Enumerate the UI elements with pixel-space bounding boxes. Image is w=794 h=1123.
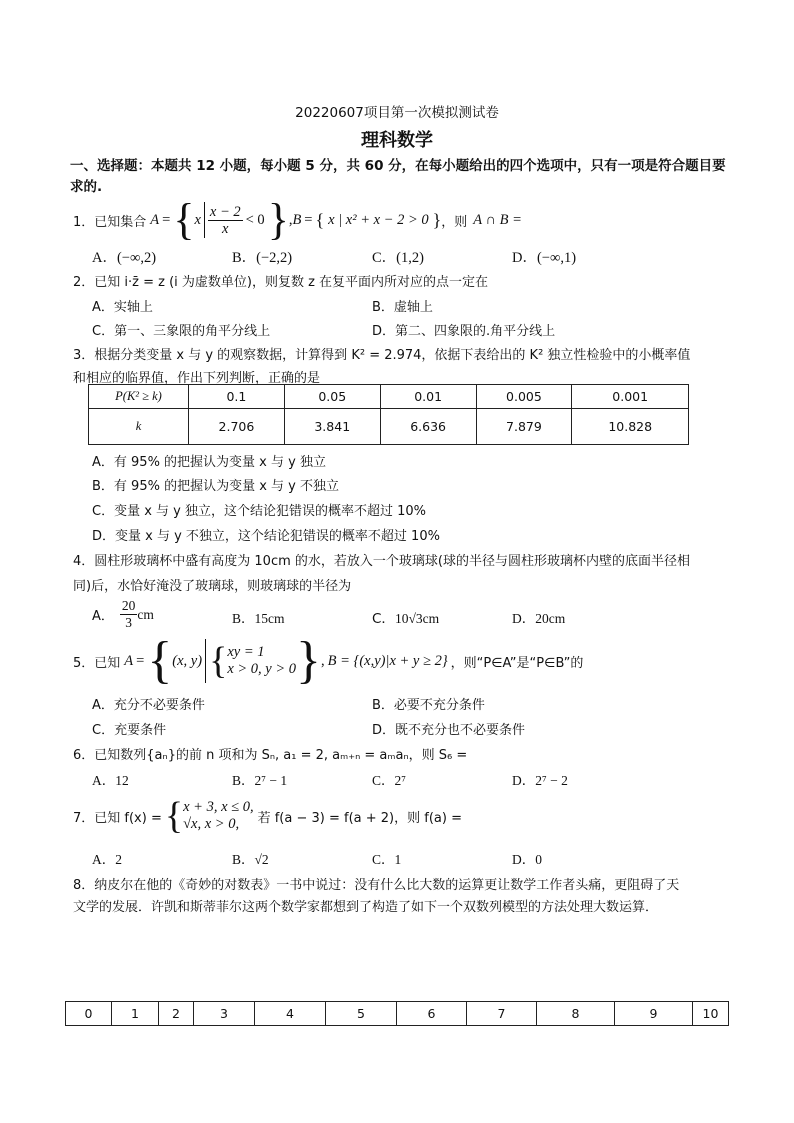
q3-option-d: D．变量 x 与 y 不独立，这个结论犯错误的概率不超过 10% <box>92 529 440 544</box>
question-4-line2: 同)后，水恰好淹没了玻璃球，则玻璃球的半径为 <box>73 579 352 594</box>
q1-option-b: B．(−2,2) <box>232 250 293 266</box>
table-cell: 7.879 <box>476 409 572 445</box>
q4-option-a: A． $\frac{20}{3}$ cm <box>92 598 154 630</box>
sequence-cell: 9 <box>615 1002 693 1026</box>
q4-option-b: B．15cm <box>232 611 285 626</box>
q5-option-d: D．既不充分也不必要条件 <box>372 723 526 738</box>
table-cell: 10.828 <box>572 409 689 445</box>
q3-option-c: C．变量 x 与 y 独立，这个结论犯错误的概率不超过 10% <box>92 504 427 519</box>
q7-option-c: C．1 <box>372 852 402 867</box>
q1-brace-open: { <box>173 195 195 244</box>
sequence-cell: 3 <box>194 1002 255 1026</box>
q1-bar <box>204 202 205 238</box>
table-cell: 6.636 <box>380 409 476 445</box>
question-6: 6．已知数列{aₙ}的前 n 项和为 Sₙ, a₁ = 2, aₘ₊ₙ = aₘaₙ，则 S₆ = <box>73 748 468 763</box>
question-5: 5．已知 A = { (x, y) { xy = 1 x > 0, y > 0 } , B = {(x,y)|x + y ≥ 2} ，则“P∈A”是“P∈B”的 <box>73 632 584 689</box>
question-1: 1．已知集合 A = { x $\frac{x - 2}{x}$ < 0 } , B = { x | x² + x − 2 > 0 } ，则 A ∩ B = <box>73 195 522 244</box>
q5-case-block: xy = 1 x > 0, y > 0 <box>227 644 297 677</box>
table-cell: 3.841 <box>284 409 380 445</box>
question-3-line1: 3．根据分类变量 x 与 y 的观察数据，计算得到 K² = 2.974，依据下表给出的 K² 独立性检验中的小概率值 <box>73 348 691 363</box>
q4-option-c: C．10√3cm <box>372 611 440 627</box>
q2-option-c: C．第一、三象限的角平分线上 <box>92 324 271 339</box>
question-3-line2: 和相应的临界值，作出下列判断，正确的是 <box>73 371 321 386</box>
sequence-cell: 1 <box>112 1002 159 1026</box>
q6-option-b: B．2⁷ − 1 <box>232 773 288 788</box>
q2-option-a: A．实轴上 <box>92 300 153 315</box>
q7-option-d: D．0 <box>512 852 542 867</box>
exam-title: 20220607项目第一次模拟测试卷 <box>295 105 499 121</box>
q3-option-b: B．有 95% 的把握认为变量 x 与 y 不独立 <box>92 479 339 494</box>
q7-case-block: x + 3, x ≤ 0, √x, x > 0, <box>183 799 254 832</box>
sequence-cell: 7 <box>467 1002 537 1026</box>
q1-suffix: ，则 <box>441 214 468 230</box>
question-8-line2: 文学的发展．许凯和斯蒂菲尔这两个数学家都想到了构造了如下一个双数列模型的方法处理大数运算． <box>73 900 659 915</box>
table-cell: 2.706 <box>189 409 285 445</box>
q6-option-a: A．12 <box>92 773 129 788</box>
question-2: 2．已知 i·z̄ = z (i 为虚数单位)，则复数 z 在复平面内所对应的点一定在 <box>73 275 489 290</box>
sequence-cell: 0 <box>66 1002 112 1026</box>
q1-option-a: A．(−∞,2) <box>92 250 157 266</box>
q1-result: A ∩ B = <box>473 211 522 228</box>
q1-set-b-name: B <box>292 211 302 228</box>
q2-option-d: D．第二、四象限的.角平分线上 <box>372 324 556 339</box>
q1-option-c: C．(1,2) <box>372 250 424 266</box>
q6-option-d: D．2⁷ − 2 <box>512 773 568 788</box>
number-sequence-table <box>65 1001 729 1026</box>
critical-value-table <box>88 384 689 445</box>
sequence-cell: 4 <box>255 1002 326 1026</box>
q1-prefix: 1．已知集合 <box>73 214 147 230</box>
section-heading: 一、选择题：本题共 12 小题，每小题 5 分，共 60 分，在每小题给出的四个选项中，只有一项是符合题目要求的. <box>70 158 726 195</box>
q3-option-a: A．有 95% 的把握认为变量 x 与 y 独立 <box>92 455 326 470</box>
table-cell: 0.1 <box>189 385 285 409</box>
q2-option-b: B．虚轴上 <box>372 300 433 315</box>
q5-option-a: A．充分不必要条件 <box>92 698 205 713</box>
q6-option-c: C．2⁷ <box>372 773 406 788</box>
table-cell: 0.001 <box>572 385 689 409</box>
sequence-cell: 10 <box>693 1002 729 1026</box>
sequence-cell: 8 <box>537 1002 615 1026</box>
q7-option-b: B．√2 <box>232 852 269 867</box>
q4-option-d: D．20cm <box>512 611 566 626</box>
q1-option-d: D．(−∞,1) <box>512 250 577 266</box>
table-cell: 0.005 <box>476 385 572 409</box>
table-cell: 0.05 <box>284 385 380 409</box>
question-4-line1: 4．圆柱形玻璃杯中盛有高度为 10cm 的水，若放入一个玻璃球(球的半径与圆柱形玻璃杯内壁的底面半径相 <box>73 554 690 569</box>
question-7: 7．已知 f(x) = { x + 3, x ≤ 0, √x, x > 0, 若 f(a − 3) = f(a + 2)，则 f(a) = <box>73 795 462 837</box>
q1-fraction: $\frac{x - 2}{x}$ <box>209 203 241 237</box>
q5-option-c: C．充要条件 <box>92 723 167 738</box>
subject-title: 理科数学 <box>361 130 433 151</box>
table-header-k: k <box>89 409 189 445</box>
question-8-line1: 8．纳皮尔在他的《奇妙的对数表》一书中说过：没有什么比大数的运算更让数学工作者头痛，更阻碍了天 <box>73 878 680 893</box>
q7-option-a: A．2 <box>92 852 122 867</box>
q4-fraction: $\frac{20}{3}$ <box>121 598 136 630</box>
sequence-cell: 5 <box>326 1002 397 1026</box>
sequence-cell: 6 <box>397 1002 467 1026</box>
q5-option-b: B．必要不充分条件 <box>372 698 485 713</box>
q1-set-a-name: A <box>150 211 160 228</box>
sequence-cell: 2 <box>159 1002 194 1026</box>
table-header-p: P(K² ≥ k) <box>89 385 189 409</box>
table-cell: 0.01 <box>380 385 476 409</box>
